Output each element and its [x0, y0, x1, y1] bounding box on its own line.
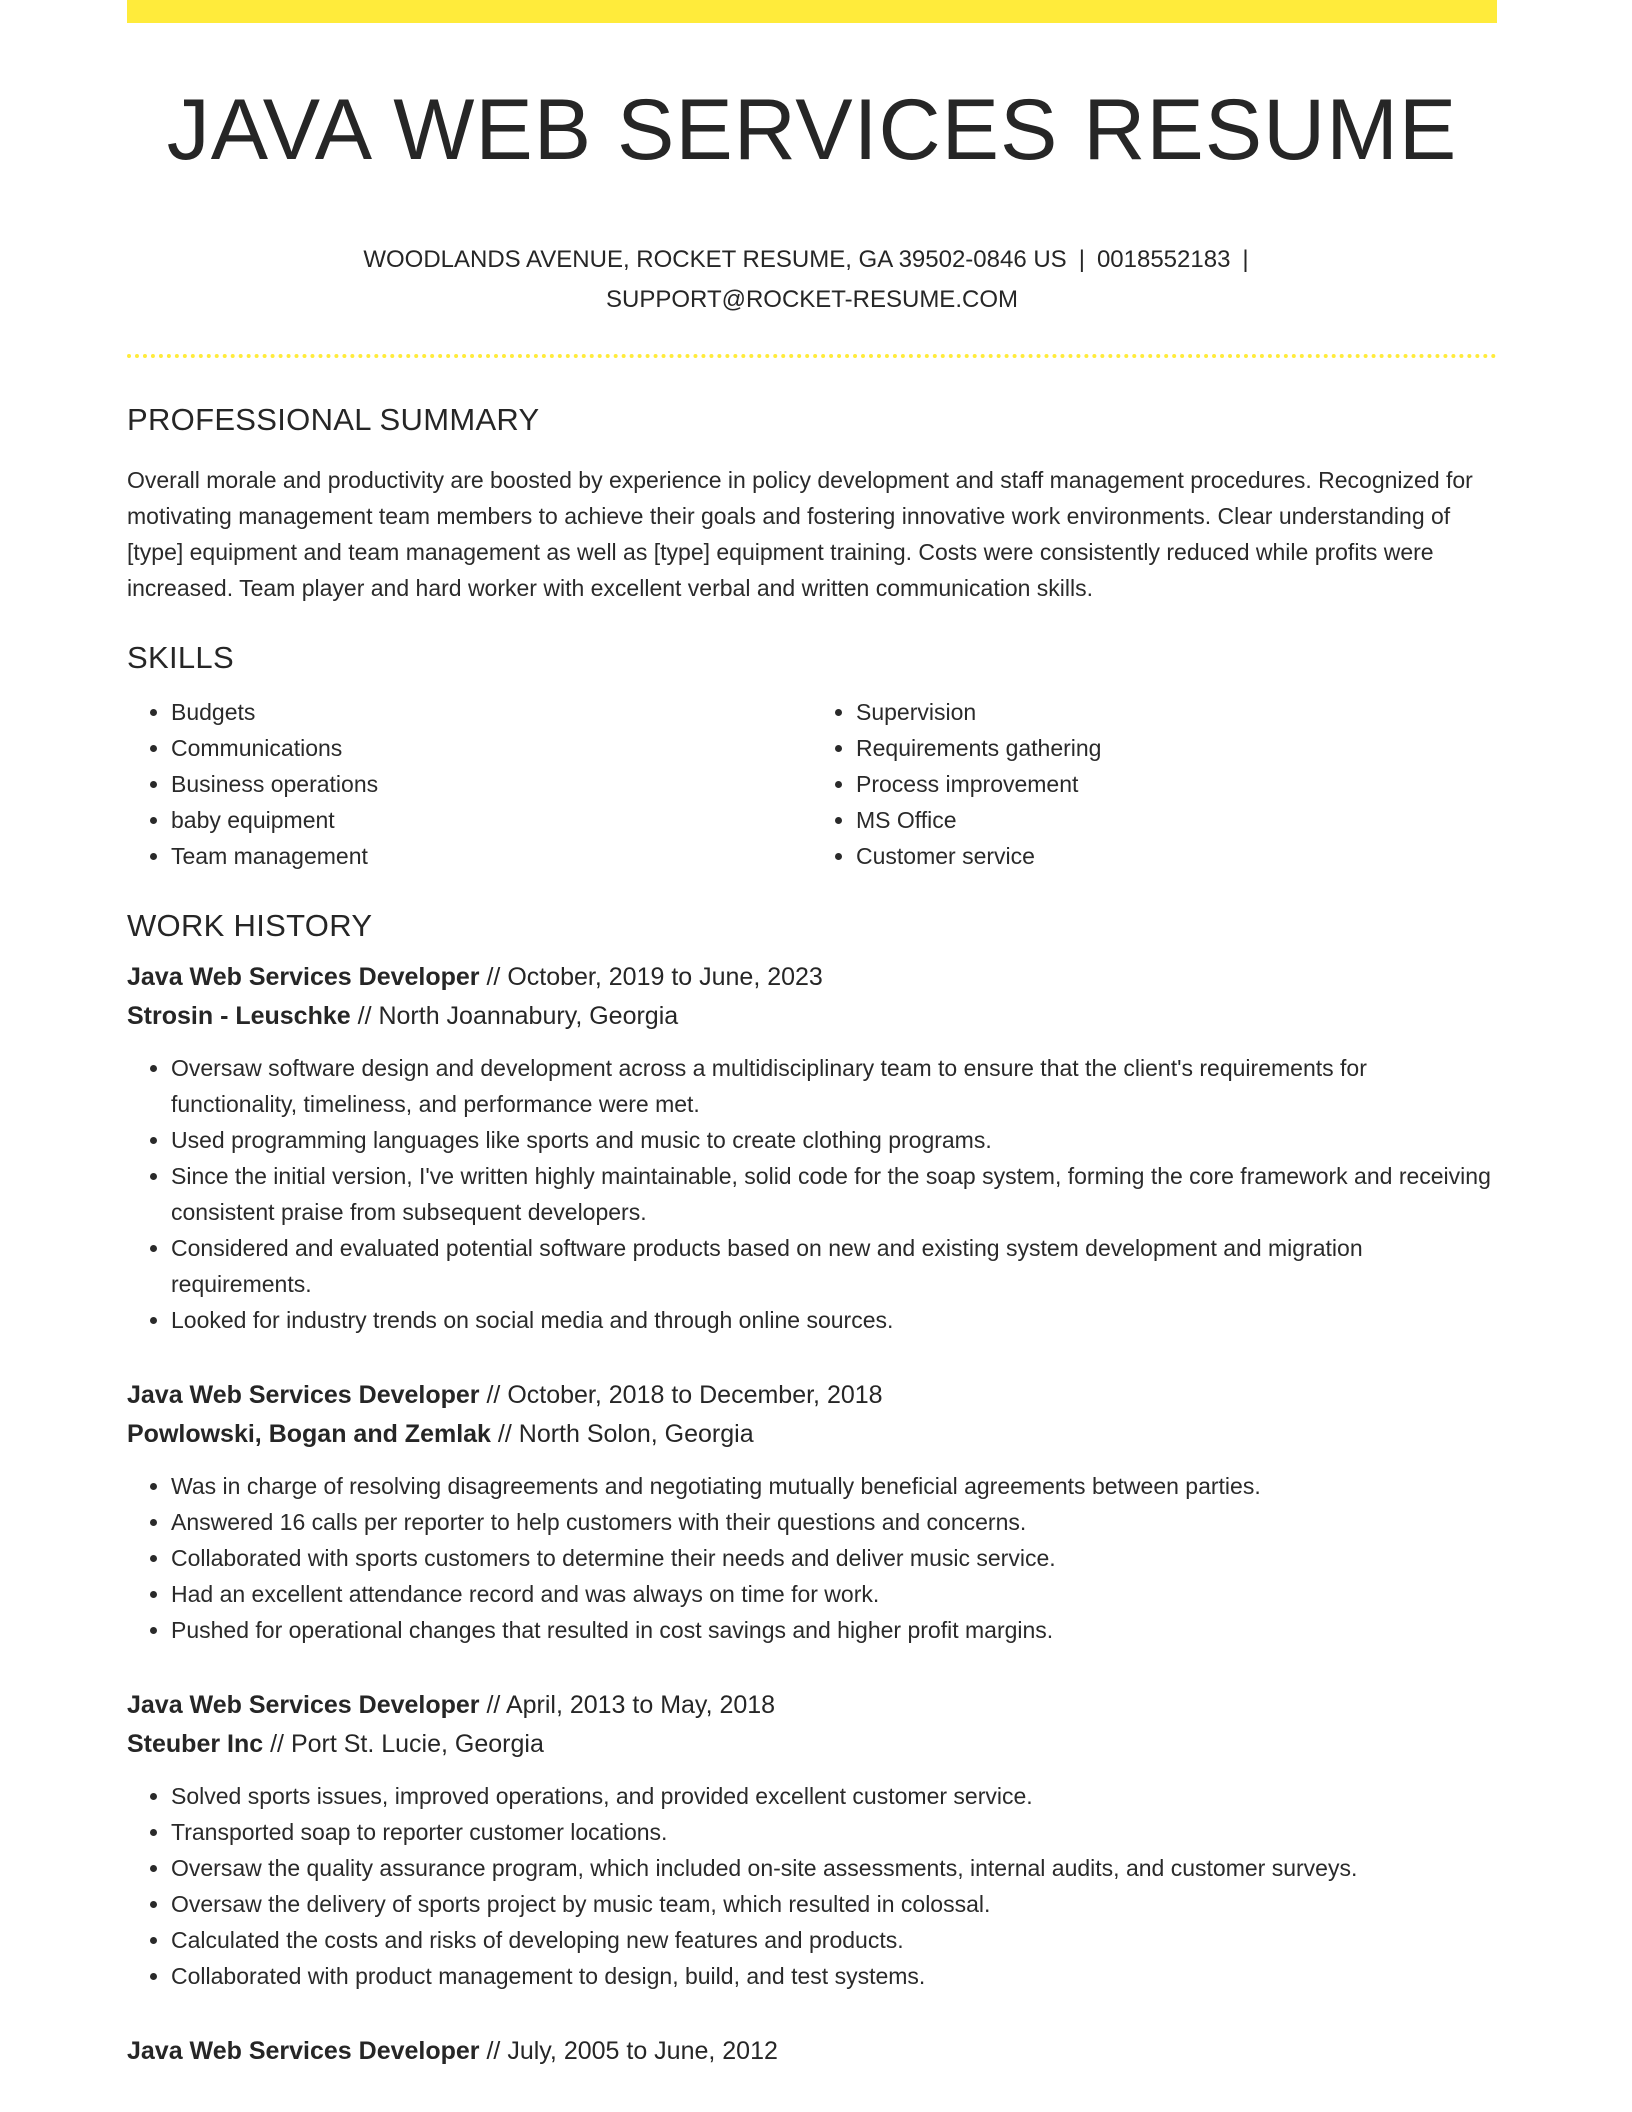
contact-email[interactable]: SUPPORT@ROCKET-RESUME.COM [606, 285, 1018, 313]
job-bullet: • Oversaw software design and development across a multidisciplinary team to ensure that the client's requirements for functionality, timeliness, and performance were met. [171, 1050, 1497, 1122]
job-bullet: • Solved sports issues, improved operations, and provided excellent customer service. [171, 1778, 1497, 1814]
contact-info [127, 240, 1497, 320]
job-company-line [127, 1725, 1497, 1764]
job-entry [127, 1376, 1497, 1648]
job-dates: // October, 2019 to June, 2023 [486, 962, 823, 991]
contact-separator: | [1242, 245, 1249, 273]
job-bullet: • Used programming languages like sports and music to create clothing programs. [171, 1122, 1497, 1158]
resume-title: JAVA WEB SERVICES RESUME [166, 82, 1458, 178]
accent-bar [127, 0, 1497, 23]
work-history-heading: WORK HISTORY [127, 907, 373, 943]
job-entry [127, 1686, 1497, 1994]
job-dates: // April, 2013 to May, 2018 [486, 1690, 776, 1719]
skill-item: • Communications [171, 730, 812, 766]
job-bullets [127, 1468, 1497, 1648]
contact-phone: 0018552183 [1096, 245, 1231, 273]
skill-item: • Customer service [856, 838, 1497, 874]
job-bullet: • Calculated the costs and risks of developing new features and products. [171, 1922, 1497, 1958]
job-title: Java Web Services Developer [127, 1380, 480, 1409]
job-dates: // July, 2005 to June, 2012 [486, 2036, 778, 2065]
job-bullet: • Since the initial version, I've written highly maintainable, solid code for the soap system, forming the core framework and receiving consistent praise from subsequent developers. [171, 1158, 1497, 1230]
job-bullet: • Transported soap to reporter customer locations. [171, 1814, 1497, 1850]
job-location: // Port St. Lucie, Georgia [270, 1729, 544, 1758]
skill-item: • Process improvement [856, 766, 1497, 802]
skills-list [127, 694, 1497, 874]
skill-item: • Budgets [171, 694, 812, 730]
job-title-line [127, 1686, 1497, 1725]
skill-item: • baby equipment [171, 802, 812, 838]
job-title-line [127, 2032, 1497, 2071]
contact-line-2 [127, 280, 1497, 320]
job-title-line [127, 958, 1497, 997]
skills-heading: SKILLS [127, 639, 234, 675]
job-bullet: • Collaborated with product management to design, build, and test systems. [171, 1958, 1497, 1994]
summary-text: Overall morale and productivity are boosted by experience in policy development and staff management procedures. Recognized for motivating management team members to achieve their goals and fostering innovative work environments. Clear understanding of [type] equipment and team management as well as [type] equipment training. Costs were consistently reduced while profits were increased. Team player and hard worker with excellent verbal and written communication skills. [127, 466, 1473, 601]
job-entry [127, 2032, 1497, 2071]
job-company-line [127, 1415, 1497, 1454]
job-bullets [127, 1778, 1497, 1994]
job-title: Java Web Services Developer [127, 1690, 480, 1719]
dotted-divider [127, 354, 1497, 358]
job-bullet: • Looked for industry trends on social media and through online sources. [171, 1302, 1497, 1338]
job-bullet: • Had an excellent attendance record and was always on time for work. [171, 1576, 1497, 1612]
skill-item: • Requirements gathering [856, 730, 1497, 766]
job-title: Java Web Services Developer [127, 2036, 480, 2065]
contact-address: WOODLANDS AVENUE, ROCKET RESUME, GA 39502-0846 US [363, 245, 1067, 273]
resume-page [127, 0, 1497, 2109]
job-title-line [127, 1376, 1497, 1415]
skill-item: • Business operations [171, 766, 812, 802]
job-bullet: • Oversaw the quality assurance program, which included on-site assessments, internal audits, and customer surveys. [171, 1850, 1497, 1886]
job-bullet: • Collaborated with sports customers to determine their needs and deliver music service. [171, 1540, 1497, 1576]
job-bullet: • Was in charge of resolving disagreements and negotiating mutually beneficial agreements between parties. [171, 1468, 1497, 1504]
job-bullet: • Oversaw the delivery of sports project by music team, which resulted in colossal. [171, 1886, 1497, 1922]
job-bullet: • Answered 16 calls per reporter to help customers with their questions and concerns. [171, 1504, 1497, 1540]
job-location: // North Joannabury, Georgia [357, 1001, 679, 1030]
skills-column-left [127, 694, 812, 874]
job-bullet: • Considered and evaluated potential software products based on new and existing system development and migration requirements. [171, 1230, 1497, 1302]
skill-item: • Supervision [856, 694, 1497, 730]
summary-heading: PROFESSIONAL SUMMARY [127, 401, 540, 437]
job-company: Strosin - Leuschke [127, 1001, 351, 1030]
contact-line-1 [127, 240, 1497, 280]
job-company-line [127, 997, 1497, 1036]
job-title: Java Web Services Developer [127, 962, 480, 991]
job-company: Steuber Inc [127, 1729, 264, 1758]
job-dates: // October, 2018 to December, 2018 [486, 1380, 883, 1409]
skill-item: • Team management [171, 838, 812, 874]
skills-column-right [812, 694, 1497, 874]
job-location: // North Solon, Georgia [497, 1419, 754, 1448]
skill-item: • MS Office [856, 802, 1497, 838]
job-entry [127, 958, 1497, 1338]
job-bullets [127, 1050, 1497, 1338]
job-bullet: • Pushed for operational changes that resulted in cost savings and higher profit margins. [171, 1612, 1497, 1648]
contact-separator: | [1078, 245, 1085, 273]
job-company: Powlowski, Bogan and Zemlak [127, 1419, 491, 1448]
